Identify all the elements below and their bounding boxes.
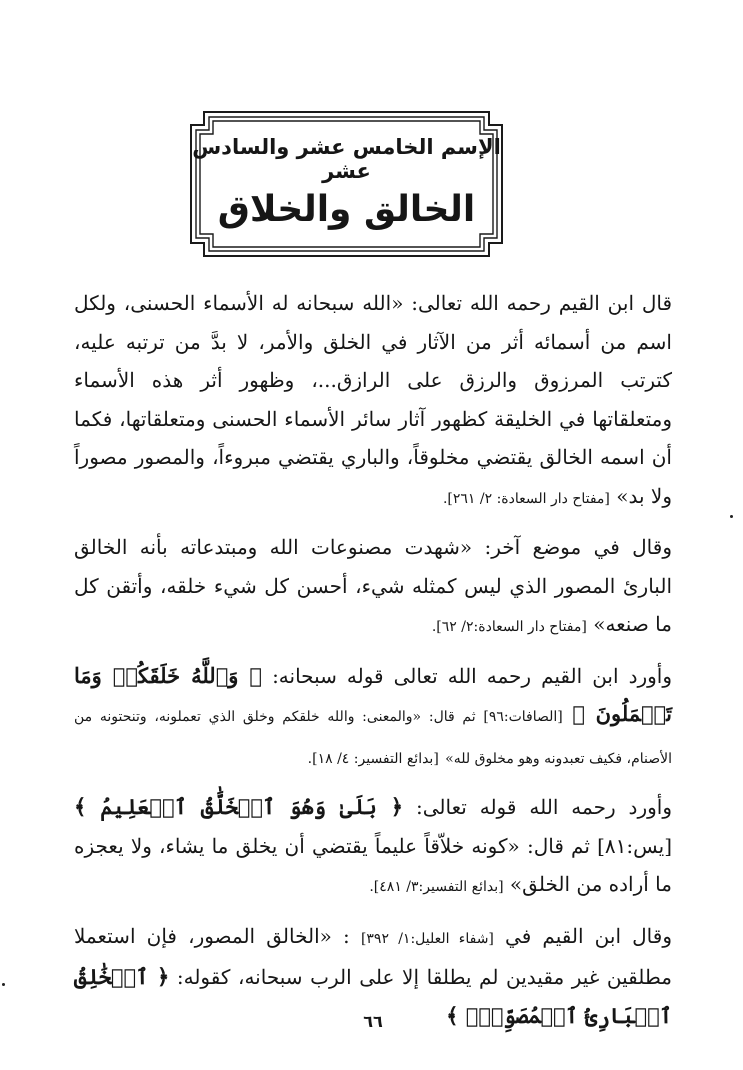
- page-body: [74, 284, 672, 1035]
- paragraph-text: : «الخالق المصور، فإن استعملا مطلقين غير مقيدين لم يطلقا إلا على الرب سبحانه، كقوله:: [74, 923, 672, 989]
- paragraph: [74, 788, 672, 907]
- page-number: ٦٦: [363, 1012, 383, 1031]
- citation: [شفاء العليل:١/ ٣٩٢]: [360, 930, 494, 947]
- paragraph-text: قال ابن القيم رحمه الله تعالى: «الله سبحانه له الأسماء الحسنى، ولكل اسم من أسمائه أثر من الآثار في الخلق والأمر، لا بدَّ من ترتبه عليه، كترتب المرزوق والرزق على الرازق...، وظهور أثر هذه الأسماء ومتعلقاتها في الخليقة كظهور آثار سائر الأسماء الحسنى ومتعلقاتها، فكما أن اسمه الخالق يقتضي مخلوقاً، والباري يقتضي مبروءاً، والمصور مصوراً ولا بد»: [74, 291, 672, 508]
- citation: [بدائع التفسير:٣/ ٤٨١].: [369, 879, 504, 895]
- paragraph: [74, 284, 672, 518]
- paragraph: [74, 657, 672, 779]
- quran-verse: ﴿ وَٱللَّهُ خَلَقَكُمۡ وَمَا تَعۡمَلُونَ ﴾: [74, 662, 673, 726]
- paragraph-text: وقال في موضع آخر: «شهدت مصنوعات الله ومبتدعاته بأنه الخالق البارئ المصور الذي ليس كمثله شيء، أحسن كل شيء خلقه، وأتقن كل ما صنعه»: [74, 535, 672, 636]
- paragraph-text: وأورد رحمه الله قوله تعالى:: [415, 795, 672, 819]
- citation: [الصافات:٩٦] ثم قال: «والمعنى: والله خلقكم وخلق الذي تعملونه، وتنحتونه من الأصنام، فكيف تعبدونه وهو مخلوق لله»: [74, 709, 672, 767]
- paragraph: [74, 528, 672, 647]
- paragraph-text: وأورد ابن القيم رحمه الله تعالى قوله سبحانه:: [272, 663, 673, 688]
- paragraph-text: وقال ابن القيم في: [505, 923, 672, 948]
- heading-frame: [190, 111, 503, 257]
- quran-verse: ﴿ ٱلۡخَٰلِقُ ٱلۡبَارِئُ ٱلۡمُصَوِّرُۖ ﴾: [74, 964, 672, 1028]
- citation: [مفتاح دار السعادة:٢/ ٦٢].: [431, 619, 587, 635]
- heading-subtitle: الإسم الخامس عشر والسادس عشر: [192, 134, 501, 183]
- paragraph-text: [يس:٨١] ثم قال: «كونه خلاّقاً عليماً يقتضي أن يخلق ما يشاء، ولا يعجزه ما أراده من الخلق»: [74, 833, 672, 896]
- citation: [بدائع التفسير: ٤/ ١٨].: [307, 750, 439, 767]
- citation: [مفتاح دار السعادة: ٢/ ٢٦١].: [442, 490, 610, 507]
- quran-verse: ﴿ بَلَىٰ وَهُوَ ٱلۡخَلَّٰقُ ٱلۡعَلِيمُ ﴾: [74, 794, 404, 819]
- margin-mark: [730, 515, 733, 518]
- heading-title: الخالق والخلاق: [217, 188, 476, 230]
- margin-mark: [2, 983, 5, 986]
